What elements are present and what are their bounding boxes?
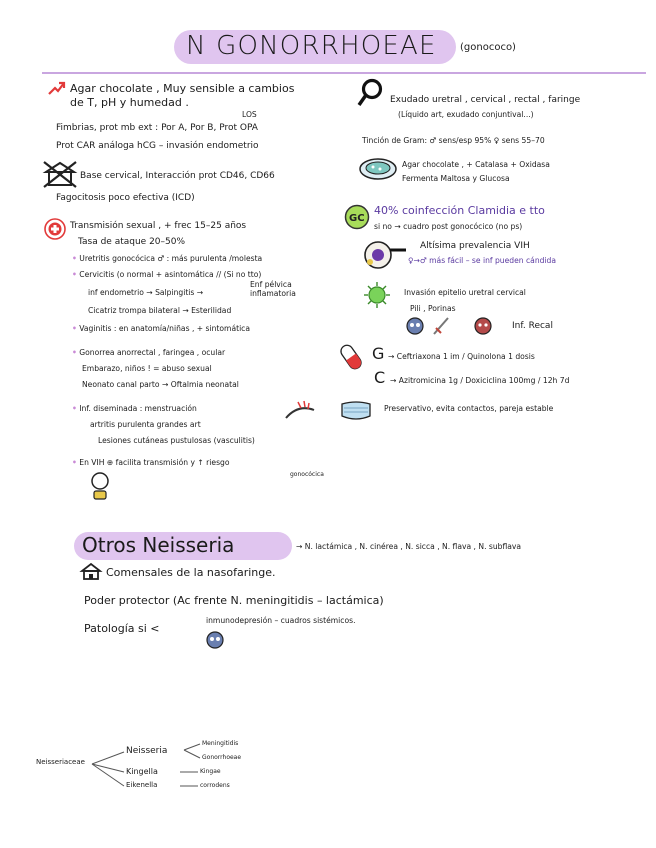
otros-neisseria-heading: Otros Neisseria [82,533,235,557]
uretritis-text: Uretritis gonocócica ♂ : más purulenta /molesta [79,254,263,263]
liquido-text: (Líquido art, exudado conjuntival...) [398,110,534,119]
patologia-text: Patología si < [84,622,160,635]
lesiones-text: Lesiones cutáneas pustulosas (vasculitis) [98,436,255,445]
los-label: LOS [242,110,257,119]
sino-text: si no → cuadro post gonocócico (no ps) [374,222,523,231]
epi-text: Enf pélvica inflamatoria [250,280,296,298]
tree-gonorrhoeae: Gonorrhoeae [202,754,242,761]
clamidia-c-label: C [374,368,386,387]
vaginitis-text: Vaginitis : en anatomía/niñas , + sintomática [79,324,251,333]
bullet-dot: • [72,458,77,467]
poder-protector-text: Poder protector (Ac frente N. meningitidis – lactámica) [84,594,384,607]
inf-recal-text: Inf. Recal [512,321,553,331]
invasion-text: Invasión epitelio uretral cervical [404,288,526,297]
tree-root: Neisseriaceae [36,758,85,766]
transferencia-text: ♀→♂ más fácil – se inf pueden cándida [408,256,557,265]
fermenta-text: Fermenta Maltosa y Glucosa [402,174,510,183]
base-cervical-text: Base cervical, Interacción prot CD46, CD66 [80,171,275,181]
gc-label: GC [349,213,365,224]
inf-diseminada-text: Inf. diseminada : menstruación [79,404,197,413]
comensales-text: Comensales de la nasofaringe. [106,566,276,579]
cicatriz-text: Cicatriz trompa bilateral → Esterilidad [88,306,232,315]
bullet-dot: • [72,270,77,279]
inf-endometrio-text: inf endometrio → Salpingitis → [88,288,204,297]
agar2-text: Agar chocolate , + Catalasa + Oxidasa [402,160,550,169]
tincion-text: Tinción de Gram: ♂ sens/esp 95% ♀ sens 55–70 [362,136,545,145]
otros-list-text: → N. lactámica , N. cinérea , N. sicca , N. flava , N. subflava [296,542,522,551]
embarazo-text: Embarazo, niños ! = abuso sexual [82,364,212,373]
tree-meningitidis: Meningitidis [202,740,239,747]
exudado-text: Exudado uretral , cervical , rectal , faringe [390,95,581,105]
tree-kingella: Kingella [126,767,158,776]
preservativo-text: Preservativo, evita contactos, pareja estable [384,404,554,413]
fagocitosis-text: Fagocitosis poco efectiva (ICD) [56,193,195,203]
bullet-dot: • [72,404,77,413]
cervicitis-text: Cervicitis (o normal + asintomática // (Si no tto) [79,270,262,279]
pili-text: Pili , Porinas [410,304,456,313]
tratamiento-2-text: → Azitromicina 1g / Doxiciclina 100mg / 12h 7d [390,376,570,385]
bullet-dot: • [72,324,77,333]
fimbrias-text: Fimbrias, prot mb ext : Por A, Por B, Prot OPA [56,123,258,133]
bullet-dot: • [72,348,77,357]
neonato-text: Neonato canal parto → Oftalmia neonatal [82,380,239,389]
page-subtitle: (gonococo) [460,42,516,53]
tree-kingae: Kingae [200,768,221,775]
gonorrea-g-label: G [372,344,385,363]
coinfeccion-text: 40% coinfección Clamidia e tto [374,204,545,217]
artritis-text: artritis purulenta grandes art [90,420,201,429]
agar-text: Agar chocolate , Muy sensible a cambios de T, pH y humedad . [70,82,295,109]
tasa-ataque-text: Tasa de ataque 20–50% [78,237,186,247]
vih-text: En VIH ⊕ facilita transmisión y ↑ riesgo [79,458,230,467]
prot-car-text: Prot CAR análoga hCG – invasión endometrio [56,141,259,151]
bullet-dot: • [72,254,77,263]
tree-eikenella: Eikenella [126,781,158,789]
vih-text-2: gonocócica [290,471,324,478]
patologia-detalle-text: inmunodepresión – cuadros sistémicos. [206,616,356,625]
gonorrea-text: Gonorrea anorrectal , faringea , ocular [79,348,226,357]
prevalencia-text: Altísima prevalencia VIH [420,241,530,251]
tratamiento-1-text: → Ceftriaxona 1 im / Quinolona 1 dosis [388,352,535,361]
transmision-text: Transmisión sexual , + frec 15–25 años [70,221,247,231]
page-title: N GONORRHOEAE [186,31,437,61]
tree-corrodens: corrodens [200,782,230,789]
tree-neisseria: Neisseria [126,746,168,756]
